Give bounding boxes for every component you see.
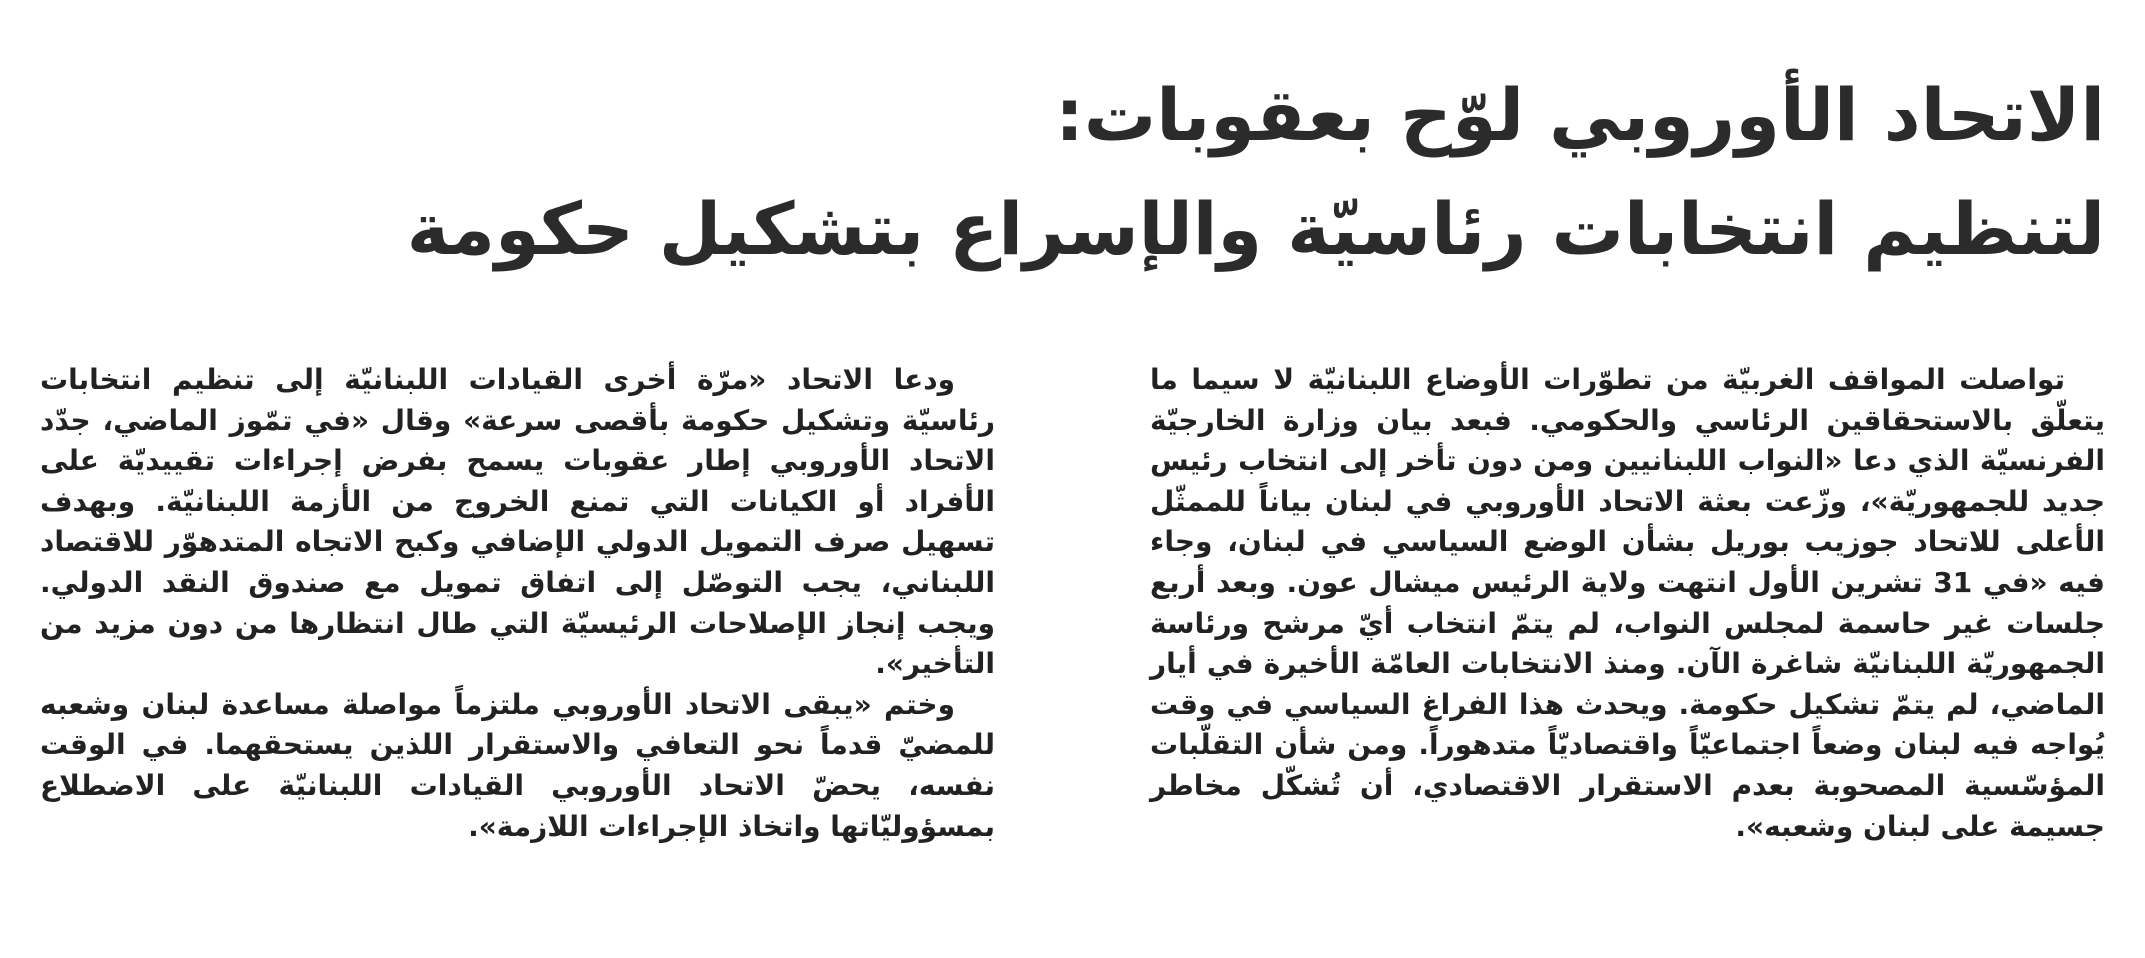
headline-line-2: لتنظيم انتخابات رئاسيّة والإسراع بتشكيل حكومة <box>406 187 2105 271</box>
article-paragraph: ودعا الاتحاد «مرّة أخرى القيادات اللبنانيّة إلى تنظيم انتخابات رئاسيّة وتشكيل حكومة بأقصى سرعة» وقال «في تمّوز الماضي، جدّد الاتحاد الأوروبي إطار عقوبات يسمح بفرض إجراءات تقييديّة على الأفراد أو الكيانات التي تمنع الخروج من الأزمة اللبنانيّة. وبهدف تسهيل صرف التمويل الدولي الإضافي وكبح الاتجاه المتدهوّر للاقتصاد اللبناني، يجب التوصّل إلى اتفاق تمويل مع صندوق النقد الدولي. ويجب إنجاز الإصلاحات الرئيسيّة التي طال انتظارها من دون مزيد من التأخير». <box>40 363 995 681</box>
article-headline <box>406 58 2105 286</box>
headline-line-1: الاتحاد الأوروبي لوّح بعقوبات: <box>1055 73 2105 157</box>
article-paragraph: وختم «يبقى الاتحاد الأوروبي ملتزماً مواصلة مساعدة لبنان وشعبه للمضيّ قدماً نحو التعافي والاستقرار اللذين يستحقهما. في الوقت نفسه، يحضّ الاتحاد الأوروبي القيادات اللبنانيّة على الاضطلاع بمسؤوليّاتها واتخاذ الإجراءات اللازمة». <box>40 687 995 843</box>
article-body <box>40 360 2105 880</box>
article-paragraph: تواصلت المواقف الغربيّة من تطوّرات الأوضاع اللبنانيّة لا سيما ما يتعلّق بالاستحقاقين الرئاسي والحكومي. فبعد بيان وزارة الخارجيّة الفرنسيّة الذي دعا «النواب اللبنانيين ومن دون تأخر إلى انتخاب رئيس جديد للجمهوريّة»، وزّعت بعثة الاتحاد الأوروبي في لبنان بياناً للممثّل الأعلى للاتحاد جوزيب بوريل بشأن الوضع السياسي في لبنان، وجاء فيه «في 31 تشرين الأول انتهت ولاية الرئيس ميشال عون. وبعد أربع جلسات غير حاسمة لمجلس النواب، لم يتمّ انتخاب أيّ مرشح ورئاسة الجمهوريّة اللبنانيّة شاغرة الآن. ومنذ الانتخابات العامّة الأخيرة في أيار الماضي، لم يتمّ تشكيل حكومة. ويحدث هذا الفراغ السياسي في وقت يُواجه فيه لبنان وضعاً اجتماعيّاً واقتصاديّاً متدهوراً. ومن شأن التقلّبات المؤسّسية المصحوبة بعدم الاستقرار الاقتصادي، أن تُشكّل مخاطر جسيمة على لبنان وشعبه». <box>1150 363 2105 843</box>
article-column-left <box>40 360 995 847</box>
article-column-right <box>1150 360 2105 847</box>
